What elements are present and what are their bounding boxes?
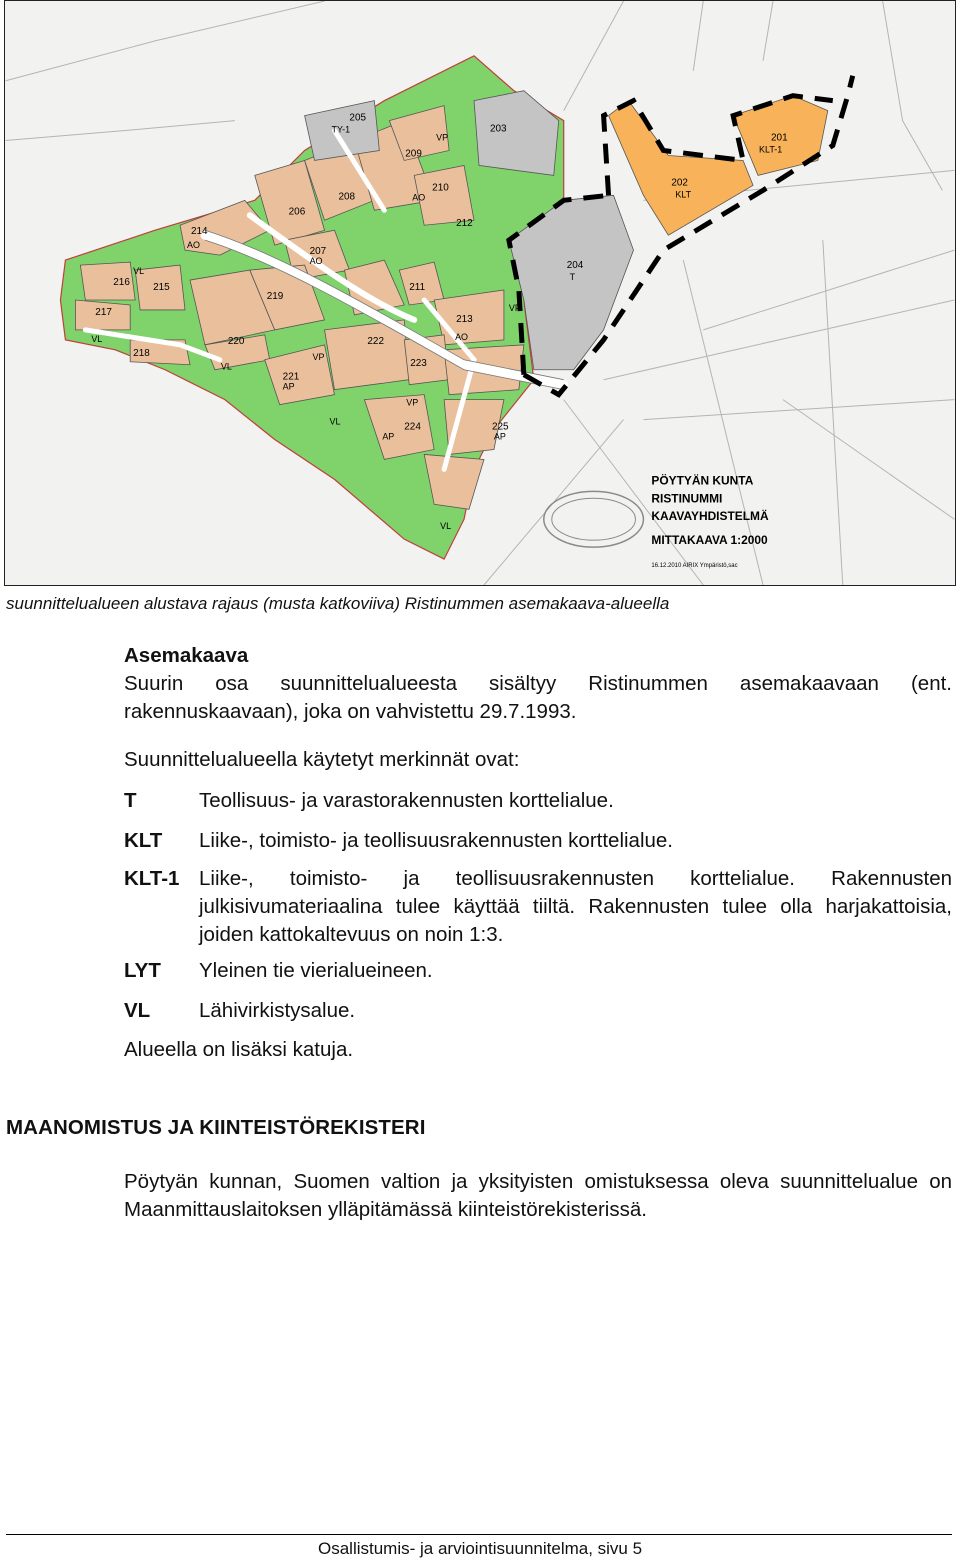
block-number-217: 217 [95, 306, 112, 318]
code-vl: VL [133, 266, 145, 277]
code-ao: AO [412, 192, 426, 203]
block-number-203: 203 [489, 123, 507, 135]
block-number-211: 211 [409, 282, 426, 294]
block-number-209: 209 [405, 148, 422, 160]
block-number-225: 225 [491, 421, 509, 433]
map-caption: suunnittelualueen alustava rajaus (musta katkoviiva) Ristinummen asemakaava-alueella [6, 594, 670, 613]
code-ao: AO [309, 256, 323, 267]
definition-term: LYT [124, 959, 161, 982]
zoning-map [4, 0, 956, 586]
block-number-216: 216 [113, 277, 130, 289]
block-202 [609, 101, 754, 236]
asemakaava-outro: Alueella on lisäksi katuja. [124, 1038, 354, 1061]
definition-term: T [124, 789, 137, 812]
block-number-208: 208 [338, 191, 356, 203]
definition-term: KLT [124, 829, 163, 852]
definition-desc: Liike-, toimisto- ja teollisuusrakennusten korttelialue. [199, 829, 674, 852]
block-number-221: 221 [282, 371, 300, 383]
definition-term: KLT-1 [124, 867, 180, 890]
block-number-212: 212 [456, 218, 473, 230]
code-vl: VL [329, 416, 341, 427]
map-legend-line: PÖYTYÄN KUNTA [651, 473, 754, 488]
definition-desc: Liike-, toimisto- ja teollisuusrakennusten korttelialue. Rakennusten julkisivumateriaalina tulee käyttää tiiltä. Rakennusten tulee olla harjakattoisia, joiden kattokaltevuus on noin 1:3. [199, 867, 952, 946]
maanomistus-paragraph: Pöytyän kunnan, Suomen valtion ja yksityisten omistuksessa oleva suunnittelualue on Maanmittauslaitoksen ylläpitämässä kiinteistörekisterissä. [124, 1170, 952, 1221]
code-vl: VL [91, 333, 103, 344]
code-vp: VP [406, 397, 419, 408]
code-ap: AP [382, 431, 395, 442]
map-legend [651, 472, 769, 547]
code-klt1: KLT-1 [759, 144, 783, 155]
block-number-206: 206 [288, 206, 306, 218]
asemakaava-intro: Suunnittelualueella käytetyt merkinnät ovat: [124, 748, 520, 771]
block-number-205: 205 [349, 112, 367, 124]
asemakaava-heading: Asemakaava [124, 644, 249, 667]
block-number-204: 204 [566, 260, 584, 272]
block-number-207: 207 [309, 246, 327, 258]
block-number-214: 214 [190, 226, 208, 238]
footer-divider [6, 1534, 952, 1535]
block-number-224: 224 [404, 421, 421, 433]
code-vl: VL [220, 361, 232, 372]
section-title: MAANOMISTUS JA KIINTEISTÖREKISTERI [6, 1116, 426, 1139]
zoning-map-drawing [5, 1, 955, 585]
code-ao: AO [187, 240, 200, 251]
block-number-219: 219 [266, 290, 284, 302]
running-track [544, 491, 644, 547]
code-ap: AP [282, 381, 295, 392]
code-vp: VP [436, 132, 449, 143]
code-ty1: TY-1 [331, 124, 351, 135]
map-legend-line: MITTAKAAVA 1:2000 [651, 533, 768, 548]
code-t: T [569, 272, 576, 283]
map-credit: 16.12.2010 AIRIX Ympäristö,sac [651, 563, 738, 570]
map-legend-line: KAAVAYHDISTELMÄ [651, 509, 769, 524]
code-vp: VP [508, 302, 521, 313]
block-number-223: 223 [410, 357, 427, 369]
asemakaava-paragraph: Suurin osa suunnittelualueesta sisältyy Ristinummen asemakaavaan (ent. rakennuskaavaan), joka on vahvistettu 29.7.1993. [124, 672, 952, 723]
code-ap: AP [493, 431, 506, 442]
definition-desc: Lähivirkistysalue. [199, 999, 356, 1022]
definition-desc: Teollisuus- ja varastorakennusten korttelialue. [199, 789, 614, 812]
definition-desc: Yleinen tie vierialueineen. [199, 959, 433, 982]
block-number-210: 210 [432, 182, 449, 194]
block-number-218: 218 [133, 347, 150, 359]
block-number-220: 220 [227, 335, 245, 347]
code-vl: VL [440, 521, 452, 532]
code-vp: VP [312, 351, 325, 362]
map-legend-line: RISTINUMMI [651, 491, 723, 506]
block-number-201: 201 [771, 132, 788, 144]
code-ao: AO [455, 331, 469, 342]
code-klt: KLT [675, 189, 692, 200]
block-number-222: 222 [367, 335, 384, 347]
block-number-213: 213 [456, 313, 473, 325]
block-number-202: 202 [671, 177, 688, 189]
block-203 [474, 91, 559, 176]
page-footer: Osallistumis- ja arviointisuunnitelma, sivu 5 [318, 1539, 643, 1558]
block-number-215: 215 [153, 282, 170, 294]
definition-term: VL [124, 999, 151, 1022]
